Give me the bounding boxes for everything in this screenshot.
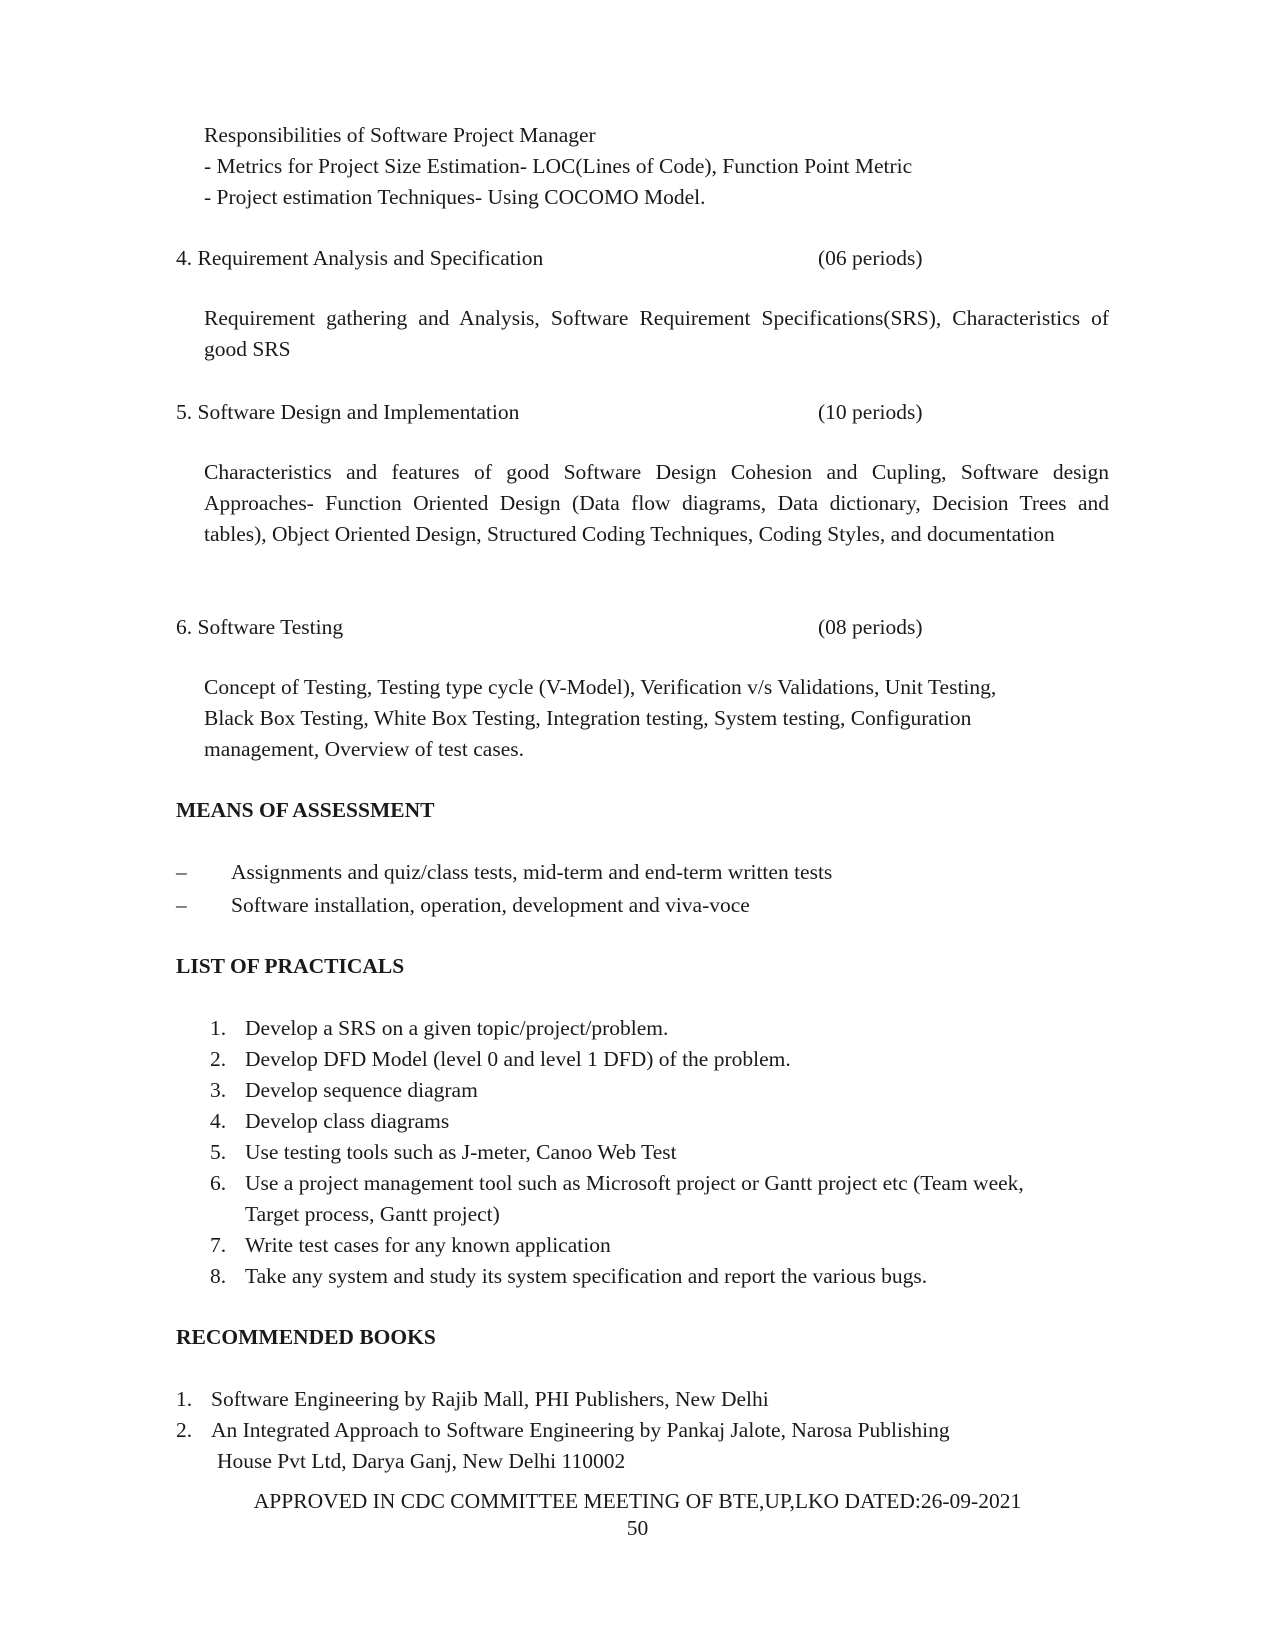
unit-periods: (06 periods) [818, 246, 923, 270]
unit-body: Requirement gathering and Analysis, Software Requirement Specifications(SRS), Characteristics of good SRS [204, 306, 1109, 361]
practical-item: Develop DFD Model (level 0 and level 1 DFD) of the problem. [245, 1047, 791, 1071]
unit-body: Characteristics and features of good Software Design Cohesion and Cupling, Software design Approaches- Function Oriented Design (Data flow diagrams, Data dictionary, Decision Trees and tables), Object Oriented Design, Structured Coding Techniques, Coding Styles, and documentation [204, 460, 1109, 546]
practical-item: Develop sequence diagram [245, 1078, 478, 1102]
unit-body-line: Concept of Testing, Testing type cycle (V-Model), Verification v/s Validations, Unit Testing, [204, 675, 997, 699]
list-number: 5. [210, 1140, 227, 1164]
page-number: 50 [626, 1516, 649, 1540]
assessment-item: Software installation, operation, development and viva-voce [231, 893, 750, 917]
bullet-dash: – [176, 860, 187, 884]
assessment-item: Assignments and quiz/class tests, mid-term and end-term written tests [231, 860, 833, 884]
list-number: 6. [210, 1171, 227, 1195]
practical-item: Use testing tools such as J-meter, Canoo Web Test [245, 1140, 677, 1164]
intro-line: Responsibilities of Software Project Manager [204, 123, 596, 147]
list-number: 3. [210, 1078, 227, 1102]
practical-item: Take any system and study its system specification and report the various bugs. [245, 1264, 928, 1288]
list-number: 1. [176, 1387, 193, 1411]
practical-item: Write test cases for any known application [245, 1233, 611, 1257]
list-number: 4. [210, 1109, 227, 1133]
unit-body-line: management, Overview of test cases. [204, 737, 524, 761]
section-heading: LIST OF PRACTICALS [176, 954, 405, 978]
approval-footer: APPROVED IN CDC COMMITTEE MEETING OF BTE,UP,LKO DATED:26-09-2021 [253, 1489, 1022, 1513]
list-number: 1. [210, 1016, 227, 1040]
unit-title: 5. Software Design and Implementation [176, 400, 520, 424]
book-item: An Integrated Approach to Software Engineering by Pankaj Jalote, Narosa Publishing [211, 1418, 950, 1442]
practical-item: Develop a SRS on a given topic/project/problem. [245, 1016, 669, 1040]
practical-item: Use a project management tool such as Microsoft project or Gantt project etc (Team week, [245, 1171, 1024, 1195]
list-number: 8. [210, 1264, 227, 1288]
intro-line: - Project estimation Techniques- Using COCOMO Model. [204, 185, 706, 209]
book-item: Software Engineering by Rajib Mall, PHI Publishers, New Delhi [211, 1387, 769, 1411]
list-number: 7. [210, 1233, 227, 1257]
list-number: 2. [176, 1418, 193, 1442]
unit-title: 6. Software Testing [176, 615, 344, 639]
unit-title: 4. Requirement Analysis and Specification [176, 246, 544, 270]
intro-line: - Metrics for Project Size Estimation- LOC(Lines of Code), Function Point Metric [204, 154, 913, 178]
bullet-dash: – [176, 893, 187, 917]
practical-item-continued: Target process, Gantt project) [245, 1202, 500, 1226]
unit-periods: (08 periods) [818, 615, 923, 639]
list-number: 2. [210, 1047, 227, 1071]
section-heading: RECOMMENDED BOOKS [176, 1325, 436, 1349]
unit-periods: (10 periods) [818, 400, 923, 424]
section-heading: MEANS OF ASSESSMENT [176, 798, 435, 822]
practical-item: Develop class diagrams [245, 1109, 450, 1133]
book-item-continued: House Pvt Ltd, Darya Ganj, New Delhi 110002 [217, 1449, 626, 1473]
unit-body-line: Black Box Testing, White Box Testing, Integration testing, System testing, Configuration [204, 706, 972, 730]
